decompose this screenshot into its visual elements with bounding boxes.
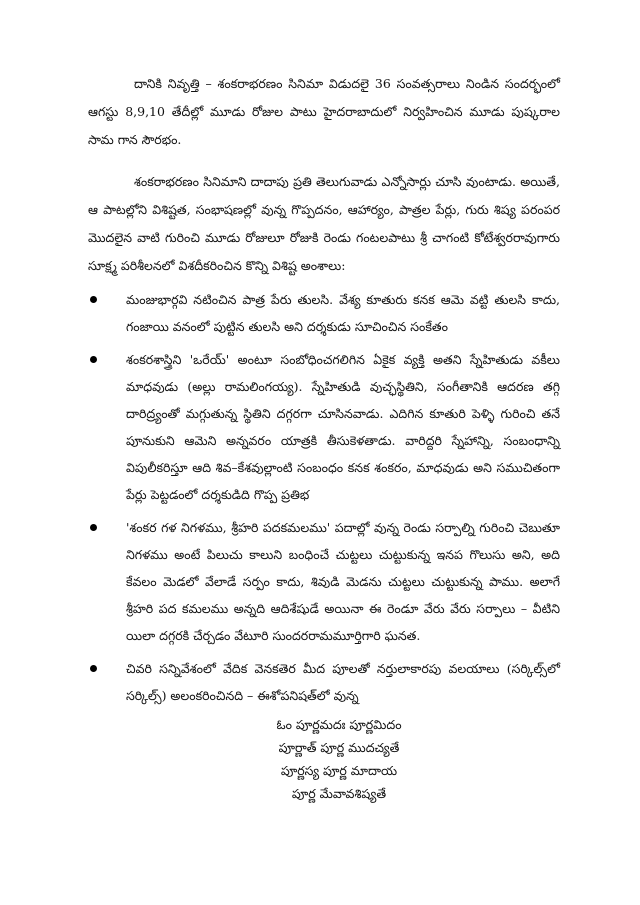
list-item-text: మంజుభార్గవి నటించిన పాత్ర పేరు తులసి. వేశ్య కూతురు కనక ఆమె వట్టి తులసి కాదు, గంజాయి వనంలో పుట్టిన తులసి అని దర్శకుడు సూచించిన సంకేతం [126,292,560,334]
list-item-text: చివరి సన్నివేశంలో వేదిక వెనకతెర మీద పూలతో నర్తులాకారపు వలయాలు (సర్కిల్స్‌లో సర్కిల్స్) అలంకరించినది – ఈశోపనిషత్‌లో వున్న [126,661,560,703]
list-item [88,514,560,649]
verse-line: పూర్ణస్య పూర్ణ మాదాయ [280,763,398,778]
list-item [88,655,560,709]
verse-line: పూర్ణ మేవావశిష్యతే [291,786,387,801]
list-item-text: 'శంకర గళ నిగళము, శ్రీహరి పదకమలము' పదాల్లో వున్న రెండు సర్పాల్ని గురించి చెబుతూ నిగళము అంటే పిలుచు కాలుని బంధించే చుట్టలు చుట్టుకున్న ఇనప గొలుసు అని, అది కేవలం మెడలో వేలాడే సర్పం కాదు, శివుడి మెడను చుట్టలు చుట్టుకున్న పాము. అలాగే శ్రీహరి పద కమలము అన్నది ఆదిశేషుడే అయినా ఈ రెండూ వేరు వేరు సర్పాలు – వీటిని యిలా దగ్గరకి చేర్చడం వేటూరి సుందరరామమూర్తిగారి ఘనత. [126,520,560,643]
list-item [88,286,560,340]
highlights-list [88,286,560,709]
bullet-icon [90,296,97,303]
list-item-text: శంకరశాస్త్రిని 'ఒరేయ్' అంటూ సంబోధించగలిగిన ఏకైక వ్యక్తి అతని స్నేహితుడు వకీలు మాధవుడు (అల్లు రామలింగయ్య). స్నేహితుడి వుచ్ఛస్థితిని, సంగీతానికి ఆదరణ తగ్గి దారిద్ర్యంతో మగ్గుతున్న స్థితిని దగ్గరగా చూసినవాడు. ఎదిగిన కూతురి పెళ్ళి గురించి తనే పూనుకుని ఆమెని అన్నవరం యాత్రకి తీసుకెళతాడు. వారిద్దరి స్నేహాన్ని, సంబంధాన్ని విపులీకరిస్తూ ఆది శివ–కేశవుల్లాంటి సంబంధం కనక శంకరం, మాధవుడు అని సముచితంగా పేర్లు పెట్టడంలో దర్శకుడిది గొప్ప ప్రతిభ [126,352,560,502]
intro-paragraph: దానికి నివృత్తి – శంకరాభరణం సినిమా విడుదలై 36 సంవత్సరాలు నిండిన సందర్భంలో ఆగస్టు 8,9,10 తేదీల్లో మూడు రోజుల పాటు హైదరాబాదులో నిర్వహించిన మూడు పుష్కరాల సామ గాన సౌరభం. [88,76,560,147]
shloka-verse [88,713,560,805]
bullet-icon [90,524,97,531]
bullet-icon [90,356,97,363]
highlights-intro-paragraph: శంకరాభరణం సినిమాని దాదాపు ప్రతి తెలుగువాడు ఎన్నోసార్లు చూసి వుంటాడు. అయితే, ఆ పాటల్లోని విశిష్టత, సంభాషణల్లో వున్న గొప్పదనం, ఆహార్యం, పాత్రల పేర్లు, గురు శిష్య పరంపర మొదలైన వాటి గురించి మూడు రోజులూ రోజుకి రెండు గంటలపాటు శ్రీ చాగంటి కోటేశ్వరరావుగారు సూక్ష్మ పరిశీలనలో విశదీకరించిన కొన్ని విశిష్ట అంశాలు: [88,174,560,273]
list-item [88,346,560,508]
bullet-icon [90,665,97,672]
verse-line: పూర్ణాత్ పూర్ణ ముదచ్యతే [278,740,400,755]
verse-line: ఓం పూర్ణమదః పూర్ణమిదం [276,717,402,732]
